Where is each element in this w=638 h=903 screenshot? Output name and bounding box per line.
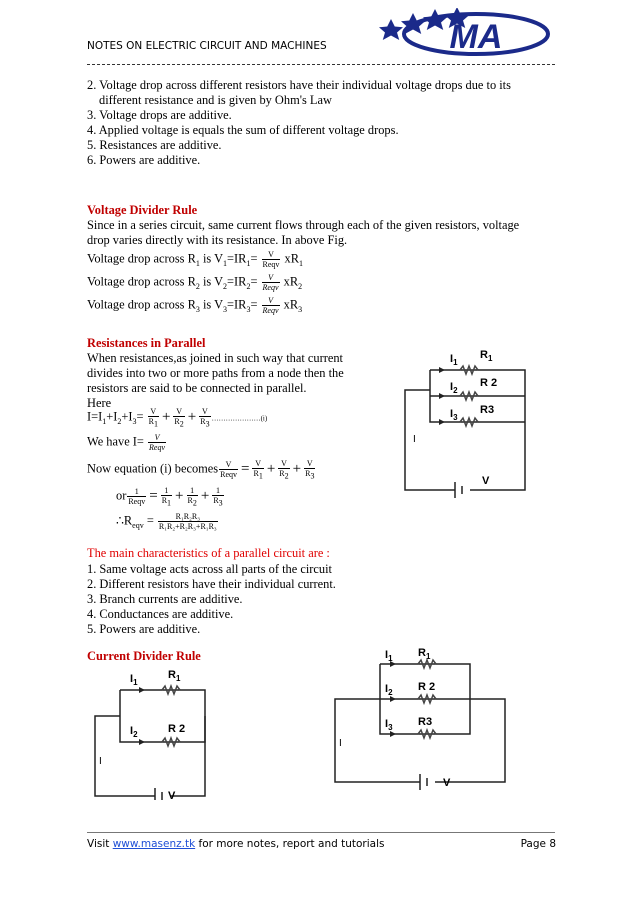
arrow-icon [139, 739, 145, 745]
label-i1: $I_1$ [450, 353, 458, 367]
list-item: 1. Same voltage acts across all parts of the circuit [87, 562, 332, 576]
label-v: V [168, 790, 176, 800]
label-r1: $R_1$ [480, 349, 493, 363]
paragraph: When resistances,as joined in such way that current [87, 351, 343, 365]
label-r1: $R_1$ [418, 647, 431, 661]
list-item: 4. Applied voltage is equals the sum of different voltage drops. [87, 123, 399, 137]
arrow-icon [439, 367, 445, 373]
label-i1: $I_1$ [130, 673, 138, 687]
logo-text: MA [449, 18, 503, 56]
logo [376, 8, 556, 64]
label-r2: R 2 [168, 723, 186, 735]
label-r1: $R_1$ [168, 669, 181, 683]
list-item: 6. Powers are additive. [87, 153, 201, 167]
page-number: Page 8 [520, 838, 556, 850]
label-r2: R 2 [418, 681, 436, 693]
section-heading-parallel: Resistances in Parallel [87, 336, 206, 350]
parallel-eq-2: We have I= $\frac{V}{\text{Reqv}}$ [87, 433, 166, 452]
label-i3: $I_3$ [450, 408, 458, 422]
list-item: different resistance and is given by Ohm's Law [99, 93, 332, 107]
list-item: 4. Conductances are additive. [87, 607, 234, 621]
label-i3: $I_3$ [385, 718, 393, 732]
parallel-eq-5: $\therefore R_{eqv}$ = $\frac{\text{R₁R₂R₃}}{\text{R₁R₂+R₂R₃+R₁R₃}}$ [116, 512, 217, 531]
paragraph: drop varies directly with its resistance. In above Fig. [87, 233, 348, 247]
parallel-eq-4: or $\frac{1}{\text{Reqv}}$ = $\frac{1}{R_1}$ + $\frac{1}{R_2}$ + $\frac{1}{R_3}$ [116, 486, 223, 508]
parallel-eq-1: $I=I_1+I_2+I_3=$ $\frac{V}{R_1}$ + $\frac{V}{R_2}$ + $\frac{V}{R_3}$ …………………(i) [87, 407, 268, 429]
footer-divider [87, 832, 555, 833]
footer-text: Visit www.masenz.tk for more notes, report and tutorials [87, 838, 385, 850]
parallel-eq-3: Now equation (i) becomes $\frac{V}{\text{Reqv}}$ = $\frac{V}{R_1}$ + $\frac{V}{R_2}$ + $\frac{V}{R_3}$ [87, 459, 315, 481]
paragraph: resistors are said to be connected in parallel. [87, 381, 307, 395]
list-item: 2. Voltage drop across different resistors have their individual voltage drops due to its [87, 78, 511, 92]
vdr-eq-3: Voltage drop across $R_3$ is $V_3=IR_3=$ $\frac{V}{\text{Reqv}}$ $xR_3$ [87, 296, 303, 315]
paragraph: divides into two or more paths from a node then the [87, 366, 344, 380]
list-item: 3. Branch currents are additive. [87, 592, 243, 606]
parallel-circuit-diagram [400, 340, 550, 500]
section-heading-cdr: Current Divider Rule [87, 649, 201, 663]
list-item: 2. Different resistors have their individual current. [87, 577, 336, 591]
header-divider [87, 64, 555, 65]
header-title: NOTES ON ELECTRIC CIRCUIT AND MACHINES [87, 40, 327, 52]
list-item: 5. Resistances are additive. [87, 138, 222, 152]
paragraph: Since in a series circuit, same current flows through each of the given resistors, voltage [87, 218, 520, 232]
label-i1: $I_1$ [385, 649, 393, 663]
characteristics-heading: The main characteristics of a parallel circuit are : [87, 546, 330, 560]
footer-link[interactable]: www.masenz.tk [112, 838, 196, 850]
list-item: 3. Voltage drops are additive. [87, 108, 232, 122]
label-source: I [339, 738, 342, 749]
label-r3: R3 [418, 716, 433, 728]
label-i2: $I_2$ [385, 683, 393, 697]
vdr-eq-1: Voltage drop across $R_1$ is $V_1=IR_1=$ $\frac{V}{\text{Reqv}}$ $xR_1$ [87, 250, 304, 269]
paragraph: Here [87, 396, 112, 410]
label-source: I [413, 434, 416, 445]
label-i2: $I_2$ [450, 381, 458, 395]
label-r3: R3 [480, 404, 495, 416]
label-i2: $I_2$ [130, 725, 138, 739]
list-item: 5. Powers are additive. [87, 622, 201, 636]
label-r2: R 2 [480, 377, 498, 389]
section-heading-vdr: Voltage Divider Rule [87, 203, 198, 217]
label-source: I [99, 756, 102, 767]
logo-star-icon [379, 19, 403, 40]
current-divider-diagram [90, 660, 260, 800]
label-v: V [482, 475, 490, 487]
label-v: V [443, 777, 451, 789]
arrow-icon [439, 393, 445, 399]
arrow-icon [139, 687, 145, 693]
current-divider-3-diagram [330, 642, 530, 792]
vdr-eq-2: Voltage drop across $R_2$ is $V_2=IR_2=$ $\frac{V}{\text{Reqv}}$ $xR_2$ [87, 273, 303, 292]
arrow-icon [439, 419, 445, 425]
